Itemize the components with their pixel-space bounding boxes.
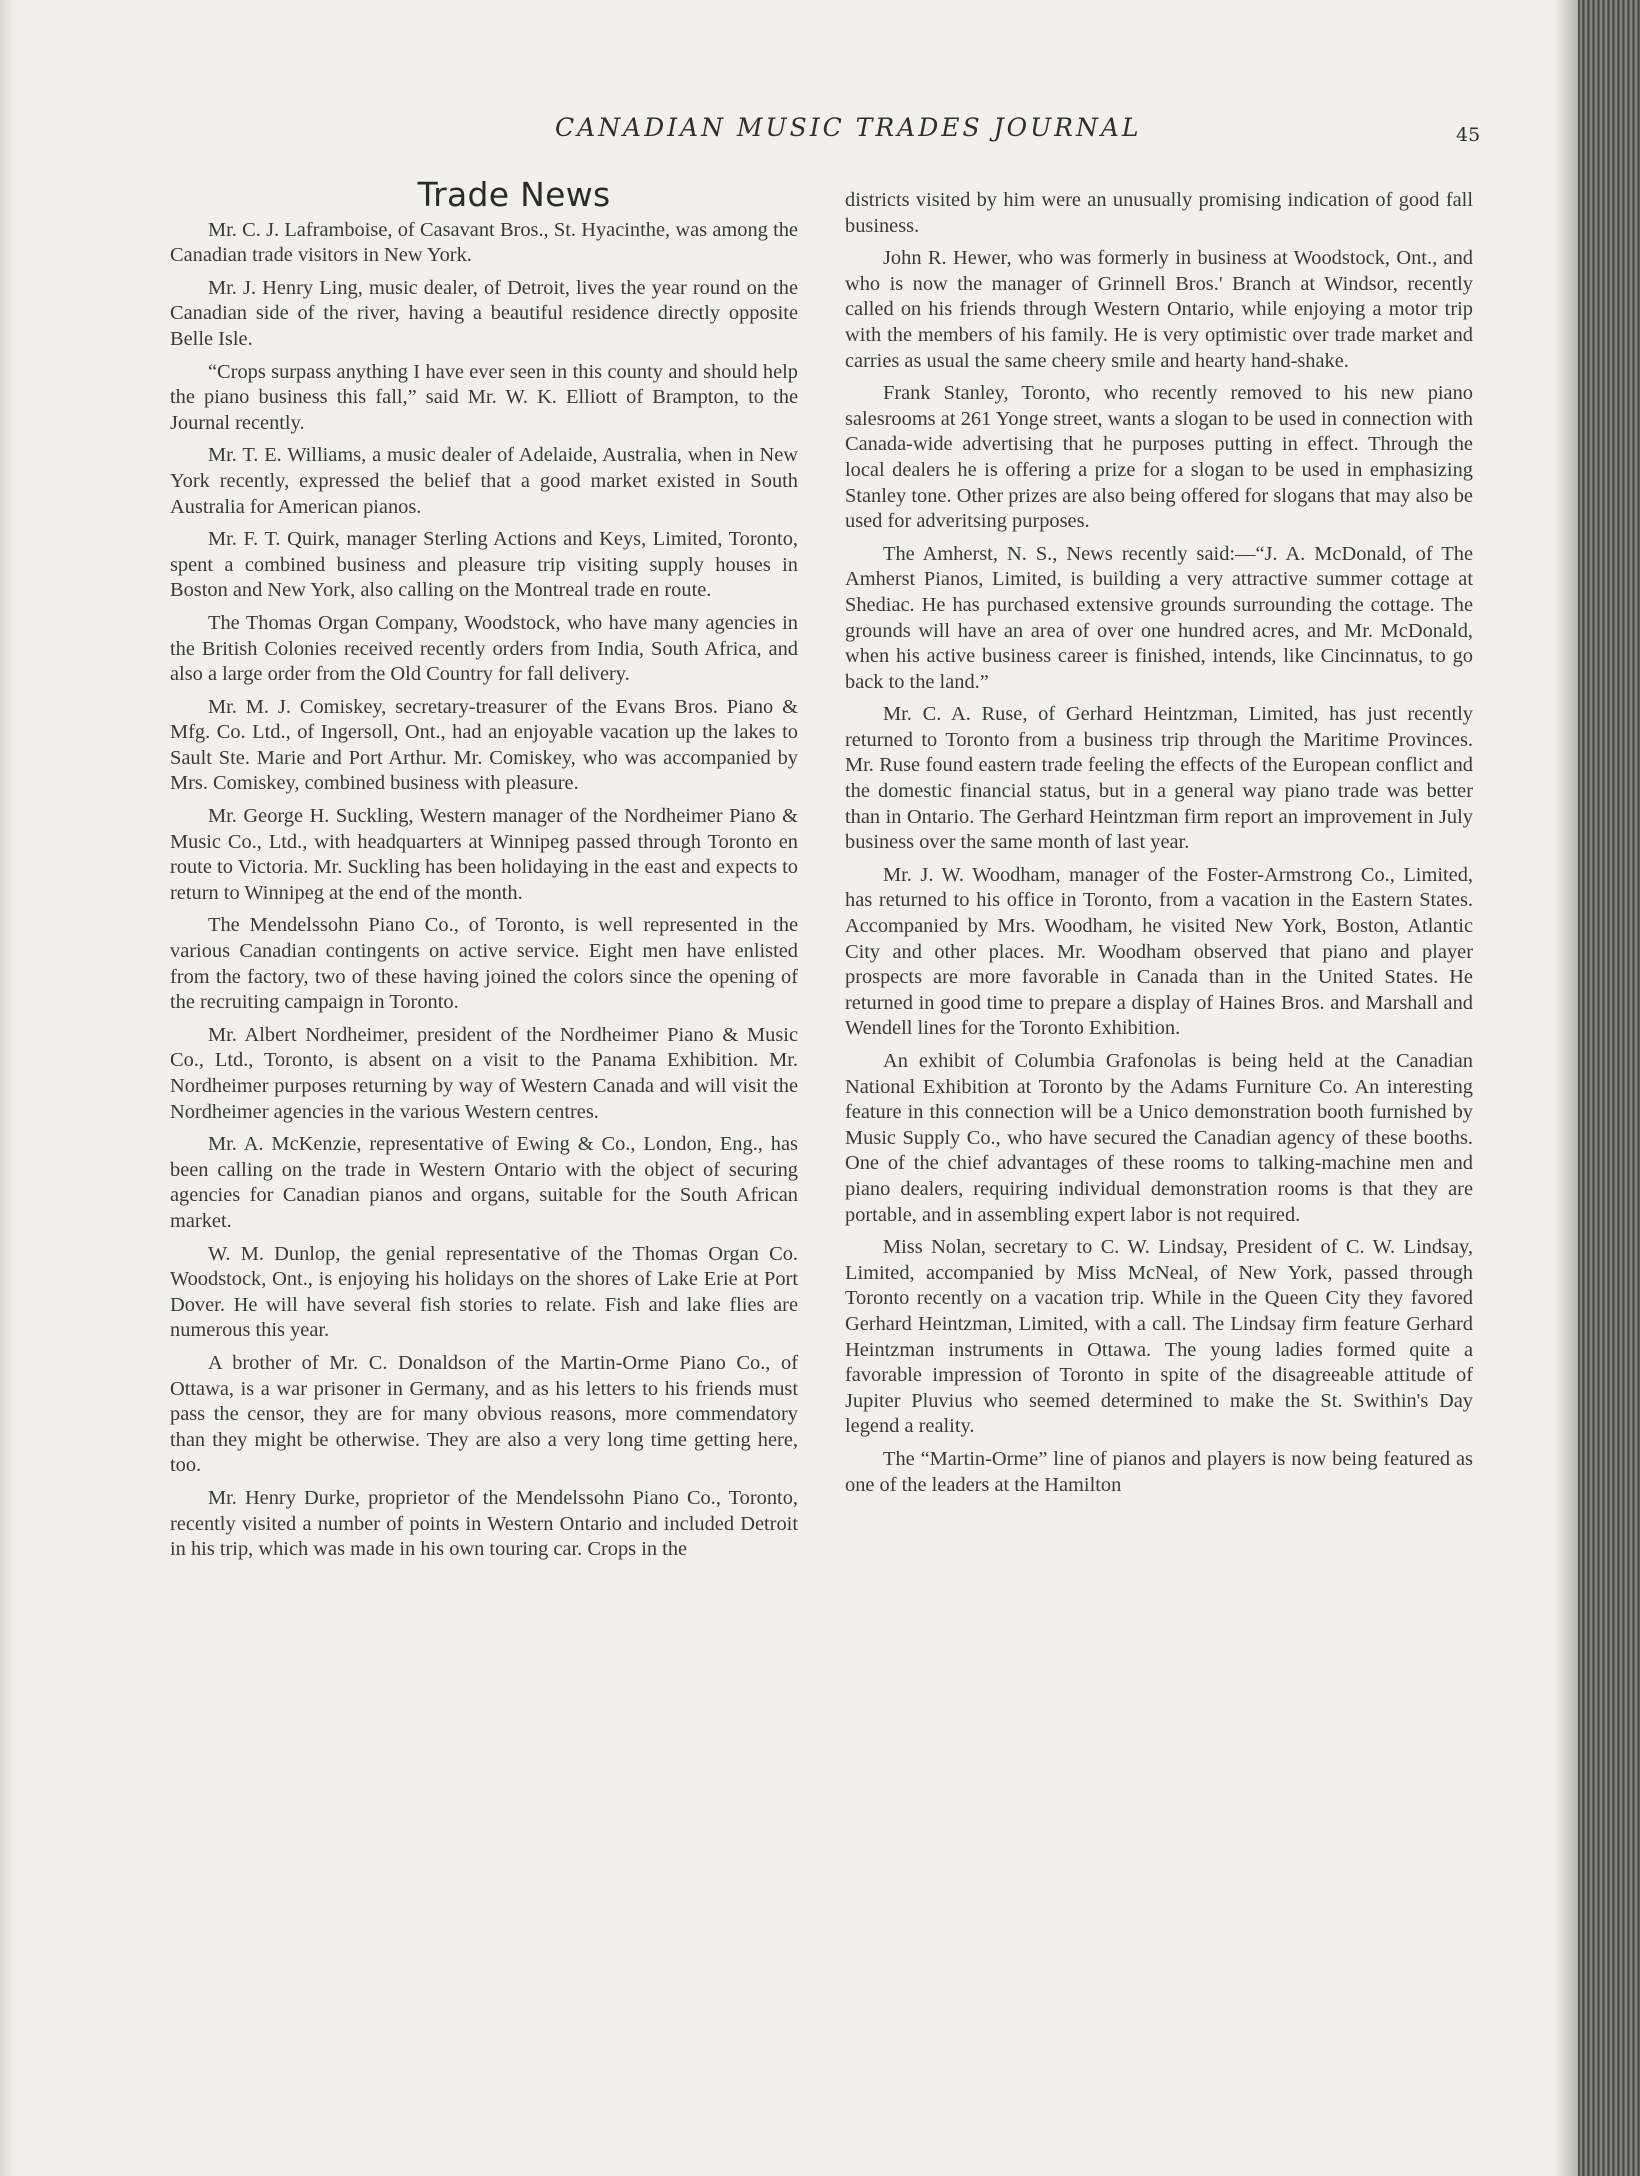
- running-head: CANADIAN MUSIC TRADES JOURNAL: [555, 113, 1142, 142]
- news-item: An exhibit of Columbia Grafonolas is being held at the Canadian National Exhibition at Toronto by the Adams Furniture Co. An interesting feature in this connection will be a Unico demonstration booth furnished by Music Supply Co., who have secured the Canadian agency of these booths. One of the chief advantages of these rooms to talking-machine men and piano dealers, requiring individual demonstration rooms is that they are portable, and in assembling expert labor is not required.: [845, 1050, 1473, 1226]
- news-item-continuation: districts visited by him were an unusually promising indication of good fall business.: [845, 189, 1473, 237]
- news-item: Mr. C. A. Ruse, of Gerhard Heintzman, Limited, has just recently returned to Toronto from a business trip through the Maritime Provinces. Mr. Ruse found eastern trade feeling the effects of the European conflict and the domestic financial status, but in a general way piano trade was better than in Ontario. The Gerhard Heintzman firm report an improvement in July business over the same month of last year.: [845, 703, 1473, 854]
- news-item: Mr. T. E. Williams, a music dealer of Adelaide, Australia, when in New York recently, expressed the belief that a good market existed in South Australia for American pianos.: [170, 444, 798, 518]
- page-gutter-shadow: [0, 0, 14, 2176]
- article-title: Trade News: [417, 175, 611, 214]
- news-item: Frank Stanley, Toronto, who recently removed to his new piano salesrooms at 261 Yonge street, wants a slogan to be used in connection with Canada-wide advertising that he purposes putting in effect. Through the local dealers he is offering a prize for a slogan to be used in emphasizing Stanley tone. Other prizes are also being offered for slogans that may also be used for adveritsing purposes.: [845, 382, 1473, 533]
- news-item: John R. Hewer, who was formerly in business at Woodstock, Ont., and who is now the manager of Grinnell Bros.' Branch at Windsor, recently called on his friends through Western Ontario, while enjoying a motor trip with the members of his family. He is very optimistic over trade market and carries as usual the same cheery smile and hearty hand-shake.: [845, 247, 1473, 372]
- news-item: Mr. J. W. Woodham, manager of the Foster-Armstrong Co., Limited, has returned to his office in Toronto, from a vacation in the Eastern States. Accompanied by Mrs. Woodham, he visited New York, Boston, Atlantic City and other places. Mr. Woodham observed that piano and player prospects are more favorable in Canada than in the United States. He returned in good time to prepare a display of Haines Bros. and Marshall and Wendell lines for the Toronto Exhibition.: [845, 863, 1473, 1040]
- news-item: The Amherst, N. S., News recently said:—“J. A. McDonald, of The Amherst Pianos, Limited, is building a very attractive summer cottage at Shediac. He has purchased extensive grounds surrounding the cottage. The grounds will have an area of over one hundred acres, and Mr. McDonald, when his active business career is finished, intends, like Cincinnatus, to go back to the land.”: [845, 542, 1473, 693]
- news-item: The Thomas Organ Company, Woodstock, who have many agencies in the British Colonies received recently orders from India, South Africa, and also a large order from the Old Country for fall delivery.: [170, 611, 798, 686]
- news-item: Mr. J. Henry Ling, music dealer, of Detroit, lives the year round on the Canadian side of the river, having a beautiful residence directly opposite Belle Isle.: [170, 276, 798, 350]
- news-item: The Mendelssohn Piano Co., of Toronto, is well represented in the various Canadian contingents on active service. Eight men have enlisted from the factory, two of these having joined the colors since the opening of the recruiting campaign in Toronto.: [170, 914, 798, 1014]
- news-item: “Crops surpass anything I have ever seen in this county and should help the piano business this fall,” said Mr. W. K. Elliott of Brampton, to the Journal recently.: [170, 360, 798, 434]
- news-item: Mr. A. McKenzie, representative of Ewing & Co., London, Eng., has been calling on the trade in Western Ontario with the object of securing agencies for Canadian pianos and organs, suitable for the South African market.: [170, 1133, 798, 1232]
- book-spine-edge: [1578, 0, 1640, 2176]
- news-item: Mr. Albert Nordheimer, president of the Nordheimer Piano & Music Co., Ltd., Toronto, is absent on a visit to the Panama Exhibition. Mr. Nordheimer purposes returning by way of Western Canada and will visit the Nordheimer agencies in the various Western centres.: [170, 1023, 798, 1123]
- news-item: Mr. C. J. Laframboise, of Casavant Bros., St. Hyacinthe, was among the Canadian trade visitors in New York.: [170, 218, 798, 267]
- left-column: [170, 175, 798, 1570]
- news-item: The “Martin-Orme” line of pianos and players is now being featured as one of the leaders at the Hamilton: [845, 1447, 1473, 1496]
- news-item: Mr. George H. Suckling, Western manager of the Nordheimer Piano & Music Co., Ltd., with headquarters at Winnipeg passed through Toronto en route to Victoria. Mr. Suckling has been holidaying in the east and expects to return to Winnipeg at the end of the month.: [170, 805, 798, 904]
- news-item: A brother of Mr. C. Donaldson of the Martin-Orme Piano Co., of Ottawa, is a war prisoner in Germany, and as his letters to his friends must pass the censor, they are for many obvious reasons, more commendatory than they might be otherwise. They are also a very long time getting here, too.: [170, 1351, 798, 1477]
- news-item: Mr. F. T. Quirk, manager Sterling Actions and Keys, Limited, Toronto, spent a combined business and pleasure trip visiting supply houses in Boston and New York, also calling on the Montreal trade en route.: [170, 528, 798, 602]
- news-item: Mr. Henry Durke, proprietor of the Mendelssohn Piano Co., Toronto, recently visited a number of points in Western Ontario and included Detroit in his trip, which was made in his own touring car. Crops in the: [170, 1486, 798, 1561]
- news-item: Miss Nolan, secretary to C. W. Lindsay, President of C. W. Lindsay, Limited, accompanied by Miss McNeal, of New York, passed through Toronto recently on a vacation trip. While in the Queen City they favored Gerhard Heintzman, Limited, with a call. The Lindsay firm feature Gerhard Heintzman instruments in Ottawa. The young ladies formed quite a favorable impression of Toronto in spite of the disagreeable attitude of Jupiter Pluvius who seemed determined to make the St. Swithin's Day legend a reality.: [845, 1236, 1473, 1438]
- page-number: 45: [1456, 124, 1481, 146]
- news-item: W. M. Dunlop, the genial representative of the Thomas Organ Co. Woodstock, Ont., is enjoying his holidays on the shores of Lake Erie at Port Dover. He will have several fish stories to relate. Fish and lake flies are numerous this year.: [170, 1242, 798, 1342]
- news-item: Mr. M. J. Comiskey, secretary-treasurer of the Evans Bros. Piano & Mfg. Co. Ltd., of Ingersoll, Ont., had an enjoyable vacation up the lakes to Sault Ste. Marie and Port Arthur. Mr. Comiskey, who was accompanied by Mrs. Comiskey, combined business with pleasure.: [170, 695, 798, 795]
- right-column: [845, 188, 1473, 1505]
